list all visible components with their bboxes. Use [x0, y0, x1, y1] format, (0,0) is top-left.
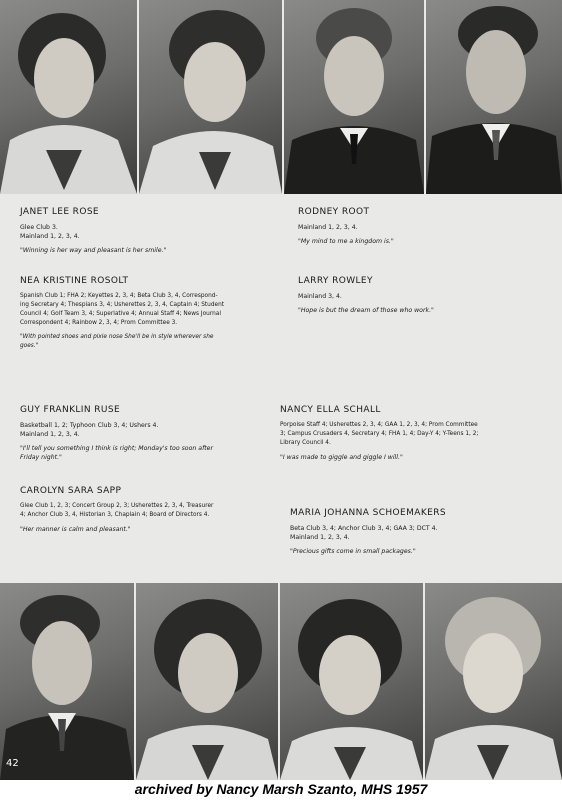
activities: Spanish Club 1; FHA 2; Keyettes 2, 3, 4; Beta Club 3, 4, Correspond- ing Secretary 4; Thespians 3, 4; Usherettes 2, 3, 4, Captain 4; Student Council 4; Golf Team 3, 4; Superlative 4; Annual Staff 4; News Journal Correspondent 4; Rainbow 2, 3, 4; Prom Committee 3.	[20, 293, 225, 326]
activities: Mainland 3, 4.	[298, 293, 342, 300]
activities: Mainland 1, 2, 3, 4.	[298, 224, 358, 231]
entry-nea-kristine-rosolt	[20, 276, 275, 351]
student-name: RODNEY ROOT	[298, 207, 370, 217]
senior-quote: "I'll tell you something I think is right; Monday's too soon after Friday night."	[20, 445, 214, 461]
page-number: 42	[6, 758, 19, 769]
senior-quote: "Winning is her way and pleasant is her smile."	[20, 247, 167, 254]
activities: Glee Club 1, 2, 3; Concert Group 2, 3; Usherettes 2, 3, 4, Treasurer 4; Anchor Club 3, 4, Historian 3, Chaplain 4; Board of Directors 4.	[20, 503, 214, 518]
senior-quote: "Her manner is calm and pleasant."	[20, 526, 131, 533]
senior-quote: "Hope is but the dream of those who work."	[298, 307, 434, 314]
portrait-nancy-ella-schall	[136, 583, 278, 780]
activities: Porpoise Staff 4; Usherettes 2, 3, 4; GAA 1, 2, 3, 4; Prom Committee 3; Campus Crusaders 4, Secretary 4; FHA 1, 4; Day-Y 4; Y-Teens 1, 2; Library Council 4.	[280, 422, 479, 446]
senior-quote: "My mind to me a kingdom is."	[298, 238, 394, 245]
activities: Glee Club 3. Mainland 1, 2, 3, 4.	[20, 224, 80, 240]
student-name: NEA KRISTINE ROSOLT	[20, 276, 129, 286]
portrait-nea-kristine-rosolt	[139, 0, 282, 194]
activities: Beta Club 3, 4; Anchor Club 3, 4; GAA 3; DCT 4. Mainland 1, 2, 3, 4.	[290, 525, 438, 541]
senior-quote: "Precious gifts come in small packages."	[290, 548, 416, 555]
portrait-maria-johanna-schoemakers	[425, 583, 562, 780]
entry-maria-johanna-schoemakers	[290, 508, 548, 556]
student-name: NANCY ELLA SCHALL	[280, 405, 381, 415]
entry-larry-rowley	[298, 276, 548, 315]
portrait-carolyn-sara-sapp	[280, 583, 423, 780]
student-name: MARIA JOHANNA SCHOEMAKERS	[290, 508, 447, 518]
portrait-larry-rowley	[426, 0, 562, 194]
entry-carolyn-sara-sapp	[20, 486, 275, 534]
student-name: GUY FRANKLIN RUSE	[20, 405, 121, 415]
senior-quote: "I was made to giggle and giggle I will."	[280, 454, 403, 461]
student-name: JANET LEE ROSE	[20, 207, 100, 217]
portrait-janet-lee-rose	[0, 0, 137, 194]
entry-rodney-root	[298, 207, 548, 246]
entry-guy-franklin-ruse	[20, 405, 275, 462]
entry-janet-lee-rose	[20, 207, 275, 255]
student-name: CAROLYN SARA SAPP	[20, 486, 122, 496]
senior-quote: "With pointed shoes and pixie nose She'll be in style wherever she goes."	[20, 334, 214, 349]
portrait-rodney-root	[284, 0, 424, 194]
student-name: LARRY ROWLEY	[298, 276, 373, 286]
entry-nancy-ella-schall	[280, 405, 550, 462]
archive-credit: archived by Nancy Marsh Szanto, MHS 1957	[134, 781, 428, 797]
portrait-guy-franklin-ruse	[0, 583, 134, 780]
activities: Basketball 1, 2; Typhoon Club 3, 4; Ushers 4. Mainland 1, 2, 3, 4.	[20, 422, 159, 438]
